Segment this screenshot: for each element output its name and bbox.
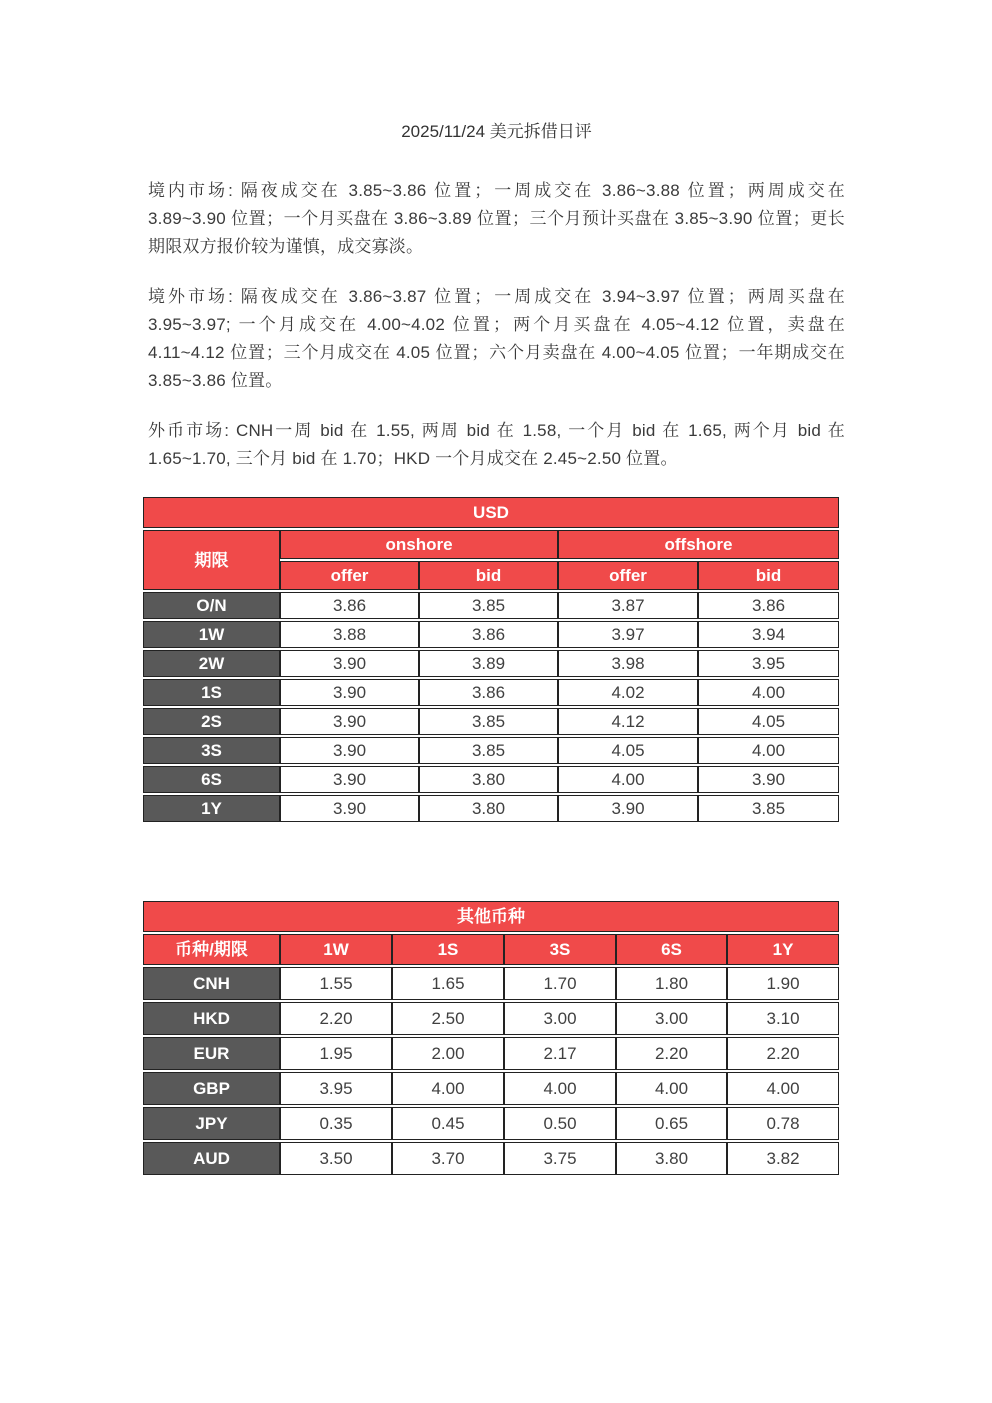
rate-cell: 3.90: [280, 795, 419, 822]
rate-cell: 2.20: [280, 1002, 392, 1035]
rate-cell: 3.85: [419, 708, 558, 735]
rate-cell: 3.50: [280, 1142, 392, 1175]
tenor-label: 1S: [143, 679, 280, 706]
usd-row-1y: [143, 795, 839, 822]
rate-cell: 3.10: [727, 1002, 839, 1035]
rate-cell: 1.95: [280, 1037, 392, 1070]
paragraph-domestic-market: 境内市场: 隔夜成交在 3.85~3.86 位置；一周成交在 3.86~3.88 位置；两周成交在 3.89~3.90 位置；一个月买盘在 3.86~3.89 位置；三个月预计买盘在 3.85~3.90 位置；更长期限双方报价较为谨慎，成交寡淡。: [148, 181, 845, 256]
usd-row-1s: [143, 679, 839, 706]
offshore-offer-header: offer: [558, 561, 698, 590]
currency-label: HKD: [143, 1002, 280, 1035]
tenor-label: 1W: [143, 621, 280, 648]
rate-cell: 3.97: [558, 621, 698, 648]
rate-cell: 0.35: [280, 1107, 392, 1140]
rate-cell: 3.86: [419, 621, 558, 648]
currency-row-aud: [143, 1142, 839, 1175]
rate-cell: 4.00: [727, 1072, 839, 1105]
usd-row-1w: [143, 621, 839, 648]
rate-cell: 3.90: [280, 766, 419, 793]
rate-cell: 1.55: [280, 967, 392, 1000]
currency-label: AUD: [143, 1142, 280, 1175]
rate-cell: 0.45: [392, 1107, 504, 1140]
rate-cell: 1.65: [392, 967, 504, 1000]
usd-rates-table: [143, 495, 839, 824]
rate-cell: 3.87: [558, 592, 698, 619]
usd-row-3s: [143, 737, 839, 764]
usd-table-title-row: [143, 497, 839, 528]
other-table-title-row: [143, 901, 839, 932]
rate-cell: 3.70: [392, 1142, 504, 1175]
rate-cell: 0.50: [504, 1107, 616, 1140]
rate-cell: 0.65: [616, 1107, 727, 1140]
currency-row-gbp: [143, 1072, 839, 1105]
tenor-label: O/N: [143, 592, 280, 619]
rate-cell: 3.86: [280, 592, 419, 619]
offshore-bid-header: bid: [698, 561, 839, 590]
currency-row-cnh: [143, 967, 839, 1000]
currency-label: EUR: [143, 1037, 280, 1070]
rate-cell: 3.90: [280, 650, 419, 677]
rate-cell: 3.90: [698, 766, 839, 793]
tenor-label: 2W: [143, 650, 280, 677]
other-table-title: 其他币种: [143, 901, 839, 932]
tenor-label: 1Y: [143, 795, 280, 822]
other-currencies-table: [143, 899, 839, 1177]
rate-cell: 3.00: [616, 1002, 727, 1035]
offshore-group-header: offshore: [558, 530, 839, 559]
rate-cell: 3.94: [698, 621, 839, 648]
rate-cell: 4.00: [392, 1072, 504, 1105]
usd-row-2w: [143, 650, 839, 677]
rate-cell: 3.80: [419, 795, 558, 822]
rate-cell: 4.00: [616, 1072, 727, 1105]
rate-cell: 3.86: [698, 592, 839, 619]
rate-cell: 4.00: [504, 1072, 616, 1105]
rate-cell: 3.90: [280, 679, 419, 706]
onshore-offer-header: offer: [280, 561, 419, 590]
currency-row-jpy: [143, 1107, 839, 1140]
rate-cell: 4.00: [558, 766, 698, 793]
tenor-header-6s: 6S: [616, 934, 727, 965]
tenor-header-1w: 1W: [280, 934, 392, 965]
usd-row-6s: [143, 766, 839, 793]
paragraph-fx-market: 外币市场: CNH一周 bid 在 1.55, 两周 bid 在 1.58, 一个月 bid 在 1.65, 两个月 bid 在 1.65~1.70, 三个月 bid 在 1.70；HKD 一个月成交在 2.45~2.50 位置。: [148, 421, 845, 468]
rate-cell: 4.00: [698, 679, 839, 706]
usd-table-group-header-row: [143, 530, 839, 559]
tenor-header-1s: 1S: [392, 934, 504, 965]
rate-cell: 4.00: [698, 737, 839, 764]
rate-cell: 1.80: [616, 967, 727, 1000]
page-title: 2025/11/24 美元拆借日评: [401, 122, 592, 141]
rate-cell: 3.85: [698, 795, 839, 822]
rate-cell: 3.88: [280, 621, 419, 648]
rate-cell: 4.02: [558, 679, 698, 706]
tenor-label: 2S: [143, 708, 280, 735]
currency-row-hkd: [143, 1002, 839, 1035]
rate-cell: 3.86: [419, 679, 558, 706]
rate-cell: 3.75: [504, 1142, 616, 1175]
rate-cell: 3.85: [419, 737, 558, 764]
rate-cell: 4.05: [698, 708, 839, 735]
tenor-label: 6S: [143, 766, 280, 793]
tenor-label: 3S: [143, 737, 280, 764]
rate-cell: 2.00: [392, 1037, 504, 1070]
tenor-column-header: 期限: [143, 530, 280, 590]
currency-label: GBP: [143, 1072, 280, 1105]
rate-cell: 3.90: [558, 795, 698, 822]
rate-cell: 2.50: [392, 1002, 504, 1035]
onshore-group-header: onshore: [280, 530, 558, 559]
currency-label: CNH: [143, 967, 280, 1000]
rate-cell: 3.95: [280, 1072, 392, 1105]
rate-cell: 1.90: [727, 967, 839, 1000]
rate-cell: 3.98: [558, 650, 698, 677]
usd-table-title: USD: [143, 497, 839, 528]
rate-cell: 3.90: [280, 737, 419, 764]
rate-cell: 2.17: [504, 1037, 616, 1070]
usd-row-2s: [143, 708, 839, 735]
rate-cell: 3.85: [419, 592, 558, 619]
rate-cell: 3.80: [616, 1142, 727, 1175]
tenor-header-3s: 3S: [504, 934, 616, 965]
rate-cell: 2.20: [616, 1037, 727, 1070]
onshore-bid-header: bid: [419, 561, 558, 590]
tenor-header-1y: 1Y: [727, 934, 839, 965]
rate-cell: 3.89: [419, 650, 558, 677]
rate-cell: 3.95: [698, 650, 839, 677]
rate-cell: 3.82: [727, 1142, 839, 1175]
other-table-header-row: [143, 934, 839, 965]
rate-cell: 2.20: [727, 1037, 839, 1070]
rate-cell: 3.80: [419, 766, 558, 793]
paragraph-offshore-market: 境外市场: 隔夜成交在 3.86~3.87 位置；一周成交在 3.94~3.97 位置；两周买盘在 3.95~3.97; 一个月成交在 4.00~4.02 位置；两个月买盘在 4.05~4.12 位置，卖盘在 4.11~4.12 位置；三个月成交在 4.05 位置；六个月卖盘在 4.00~4.05 位置；一年期成交在 3.85~3.86 位置。: [148, 287, 845, 390]
currency-tenor-corner-header: 币种/期限: [143, 934, 280, 965]
rate-cell: 3.00: [504, 1002, 616, 1035]
rate-cell: 0.78: [727, 1107, 839, 1140]
currency-label: JPY: [143, 1107, 280, 1140]
rate-cell: 3.90: [280, 708, 419, 735]
rate-cell: 1.70: [504, 967, 616, 1000]
rate-cell: 4.12: [558, 708, 698, 735]
rate-cell: 4.05: [558, 737, 698, 764]
usd-row-on: [143, 592, 839, 619]
currency-row-eur: [143, 1037, 839, 1070]
